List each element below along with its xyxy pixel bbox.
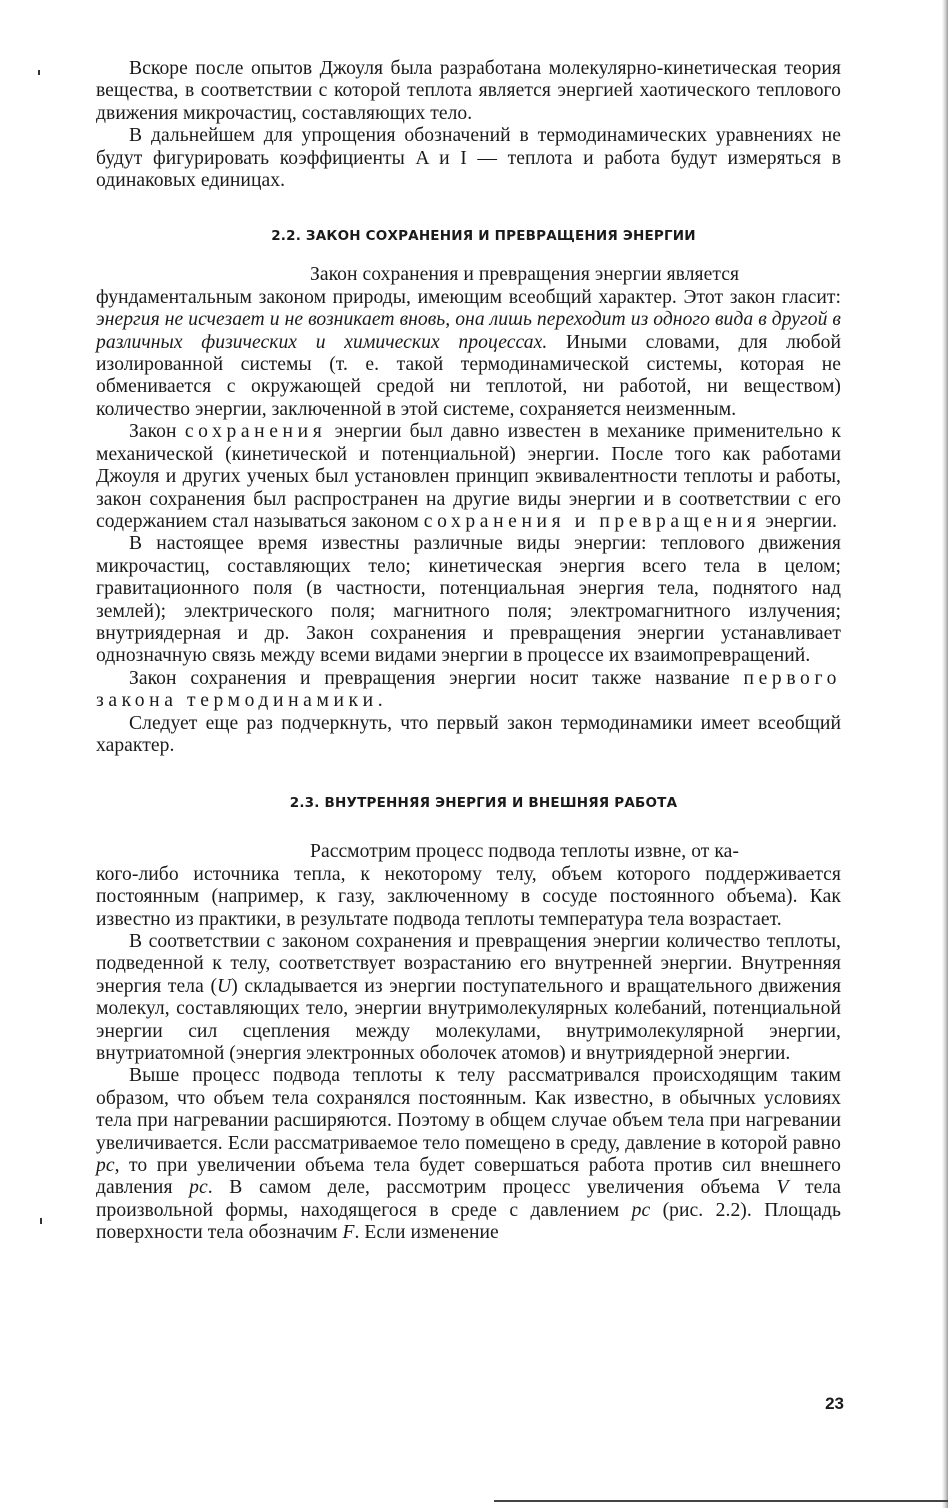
variable-F: F [342, 1222, 355, 1244]
page-body [96, 58, 841, 1245]
variable-pc: pс [96, 1155, 115, 1177]
page-edge-shadow [942, 0, 948, 1508]
variable-U: U [217, 975, 232, 997]
paragraph-joule-theory: Вскоре после опытов Джоуля была разработана молекулярно-кинетическая теория вещества, в соответствии с которой теплота является энергией хаотического теплового движения микрочастиц, составляющих тело. [96, 58, 841, 124]
paragraph-units-note: В дальнейшем для упрощения обозначений в термодинамических уравнениях не будут фигурировать коэффициенты A и I — теплота и работа будут измеряться в одинаковых единицах. [96, 125, 841, 192]
variable-pc: pс [631, 1199, 651, 1221]
text-run: В соответствии с законом сохранения и превращения энергии количество теплоты, подведенной к телу, соответствует возрастанию его внутренней энергии. Внутренняя энергия тела ( [96, 931, 841, 997]
spaced-term: первого закона термодинамики [96, 667, 841, 712]
paragraph-mechanics-history [96, 421, 841, 533]
bottom-edge-rule [494, 1500, 948, 1502]
text-run: фундаментальным законом природы, имеющим всеобщий характер. Этот закон гласит: [96, 286, 841, 308]
spaced-term: сохранения и превращения [423, 510, 761, 532]
section-heading-2-2: 2.2. ЗАКОН СОХРАНЕНИЯ И ПРЕВРАЩЕНИЯ ЭНЕРГИИ [271, 228, 696, 245]
paragraph-energy-law [96, 287, 841, 421]
spaced-term: сохранения [184, 421, 327, 443]
text-run: энергии был давно известен в механике применительно к механической (кинетической и потенциальной) энергии. После того как работами Джоуля и других ученых был установлен принцип эквивалентности теплоты и работы, закон сохранения был распространен на другие виды энергии и в соответствии с его содержанием стал называться законом [96, 421, 841, 532]
text-run: тела произвольной формы, находящегося в среде с давлением [96, 1177, 841, 1221]
variable-pc: pс [189, 1177, 208, 1199]
text-run: , то при увеличении объема тела будет совершаться работа против сил внешнего давления [96, 1155, 841, 1199]
scan-speck [38, 70, 40, 75]
paragraph-lead-2-2: Закон сохранения и превращения энергии является [310, 264, 740, 286]
text-run: энергии. [760, 510, 838, 532]
paragraph-lead-2-3: Рассмотрим процесс подвода теплоты извне, от ка- [310, 841, 739, 863]
text-run: . [377, 690, 383, 712]
text-run: Закон сохранения и превращения энергии носит также название [129, 667, 744, 689]
paragraph-external-work [96, 1065, 841, 1244]
text-run: . Если изменение [354, 1222, 499, 1244]
text-run: Выше процесс подвода теплоты к телу рассматривался происходящим таким образом, что объем тела сохранялся постоянным. Как известно, в обычных условиях тела при нагревании расширяются. Поэтому в общем случае объем тела при нагревании увеличивается. Если рассматриваемое тело помещено в среду, давление в которой равно [96, 1065, 841, 1154]
page-number: 23 [825, 1394, 844, 1413]
paragraph-universal-character: Следует еще раз подчеркнуть, что первый закон термодинамики имеет всеобщий характер. [96, 712, 841, 756]
paragraph-energy-types: В настоящее время известны различные виды энергии: теплового движения микрочастиц, составляющих тело; кинетическая энергия всего тела в целом; гравитационного поля (в частности, потенциальная энергия тела, поднятого над землей); электрического поля; магнитного поля; электромагнитного излучения; внутриядерная и др. Закон сохранения и превращения энергии устанавливает однозначную связь между всеми видами энергии в процессе их взаимопревращений. [96, 533, 841, 667]
section-heading-2-3: 2.3. ВНУТРЕННЯЯ ЭНЕРГИЯ И ВНЕШНЯЯ РАБОТА [289, 795, 678, 812]
text-run: (рис. 2.2). Площадь поверхности тела обозначим [96, 1199, 841, 1244]
text-run: . В самом деле, рассмотрим процесс увеличения объема [207, 1177, 777, 1199]
paragraph-internal-energy [96, 931, 841, 1065]
text-run: Иными словами, для любой изолированной системы (т. е. такой термодинамической системы, которая не обменивается с окружающей средой ни теплотой, ни работой, ни веществом) количество энергии, заключенной в этой системе, сохраняется неизменным. [96, 331, 841, 420]
paragraph-first-law-name [96, 668, 841, 713]
paragraph-heat-supply: кого-либо источника тепла, к некоторому телу, объем которого поддерживается постоянным (например, к газу, заключенному в сосуде постоянного объема). Как известно из практики, в результате подвода теплоты температура тела возрастает. [96, 863, 841, 930]
law-statement-italic: энергия не исчезает и не возникает вновь, она лишь переходит из одного вида в другой в различных физических и химических процессах. [96, 309, 841, 353]
scan-speck [40, 1218, 42, 1224]
text-run: Закон [129, 421, 185, 443]
text-run: ) складывается из энергии поступательного и вращательного движения молекул, составляющих тело, энергии внутримолекулярных колебаний, потенциальной энергии сил сцепления между молекулами, внутримолекулярной энергии, внутриатомной (энергия электронных оболочек атомов) и внутриядерной энергии. [96, 975, 842, 1065]
variable-V: V [776, 1177, 789, 1199]
